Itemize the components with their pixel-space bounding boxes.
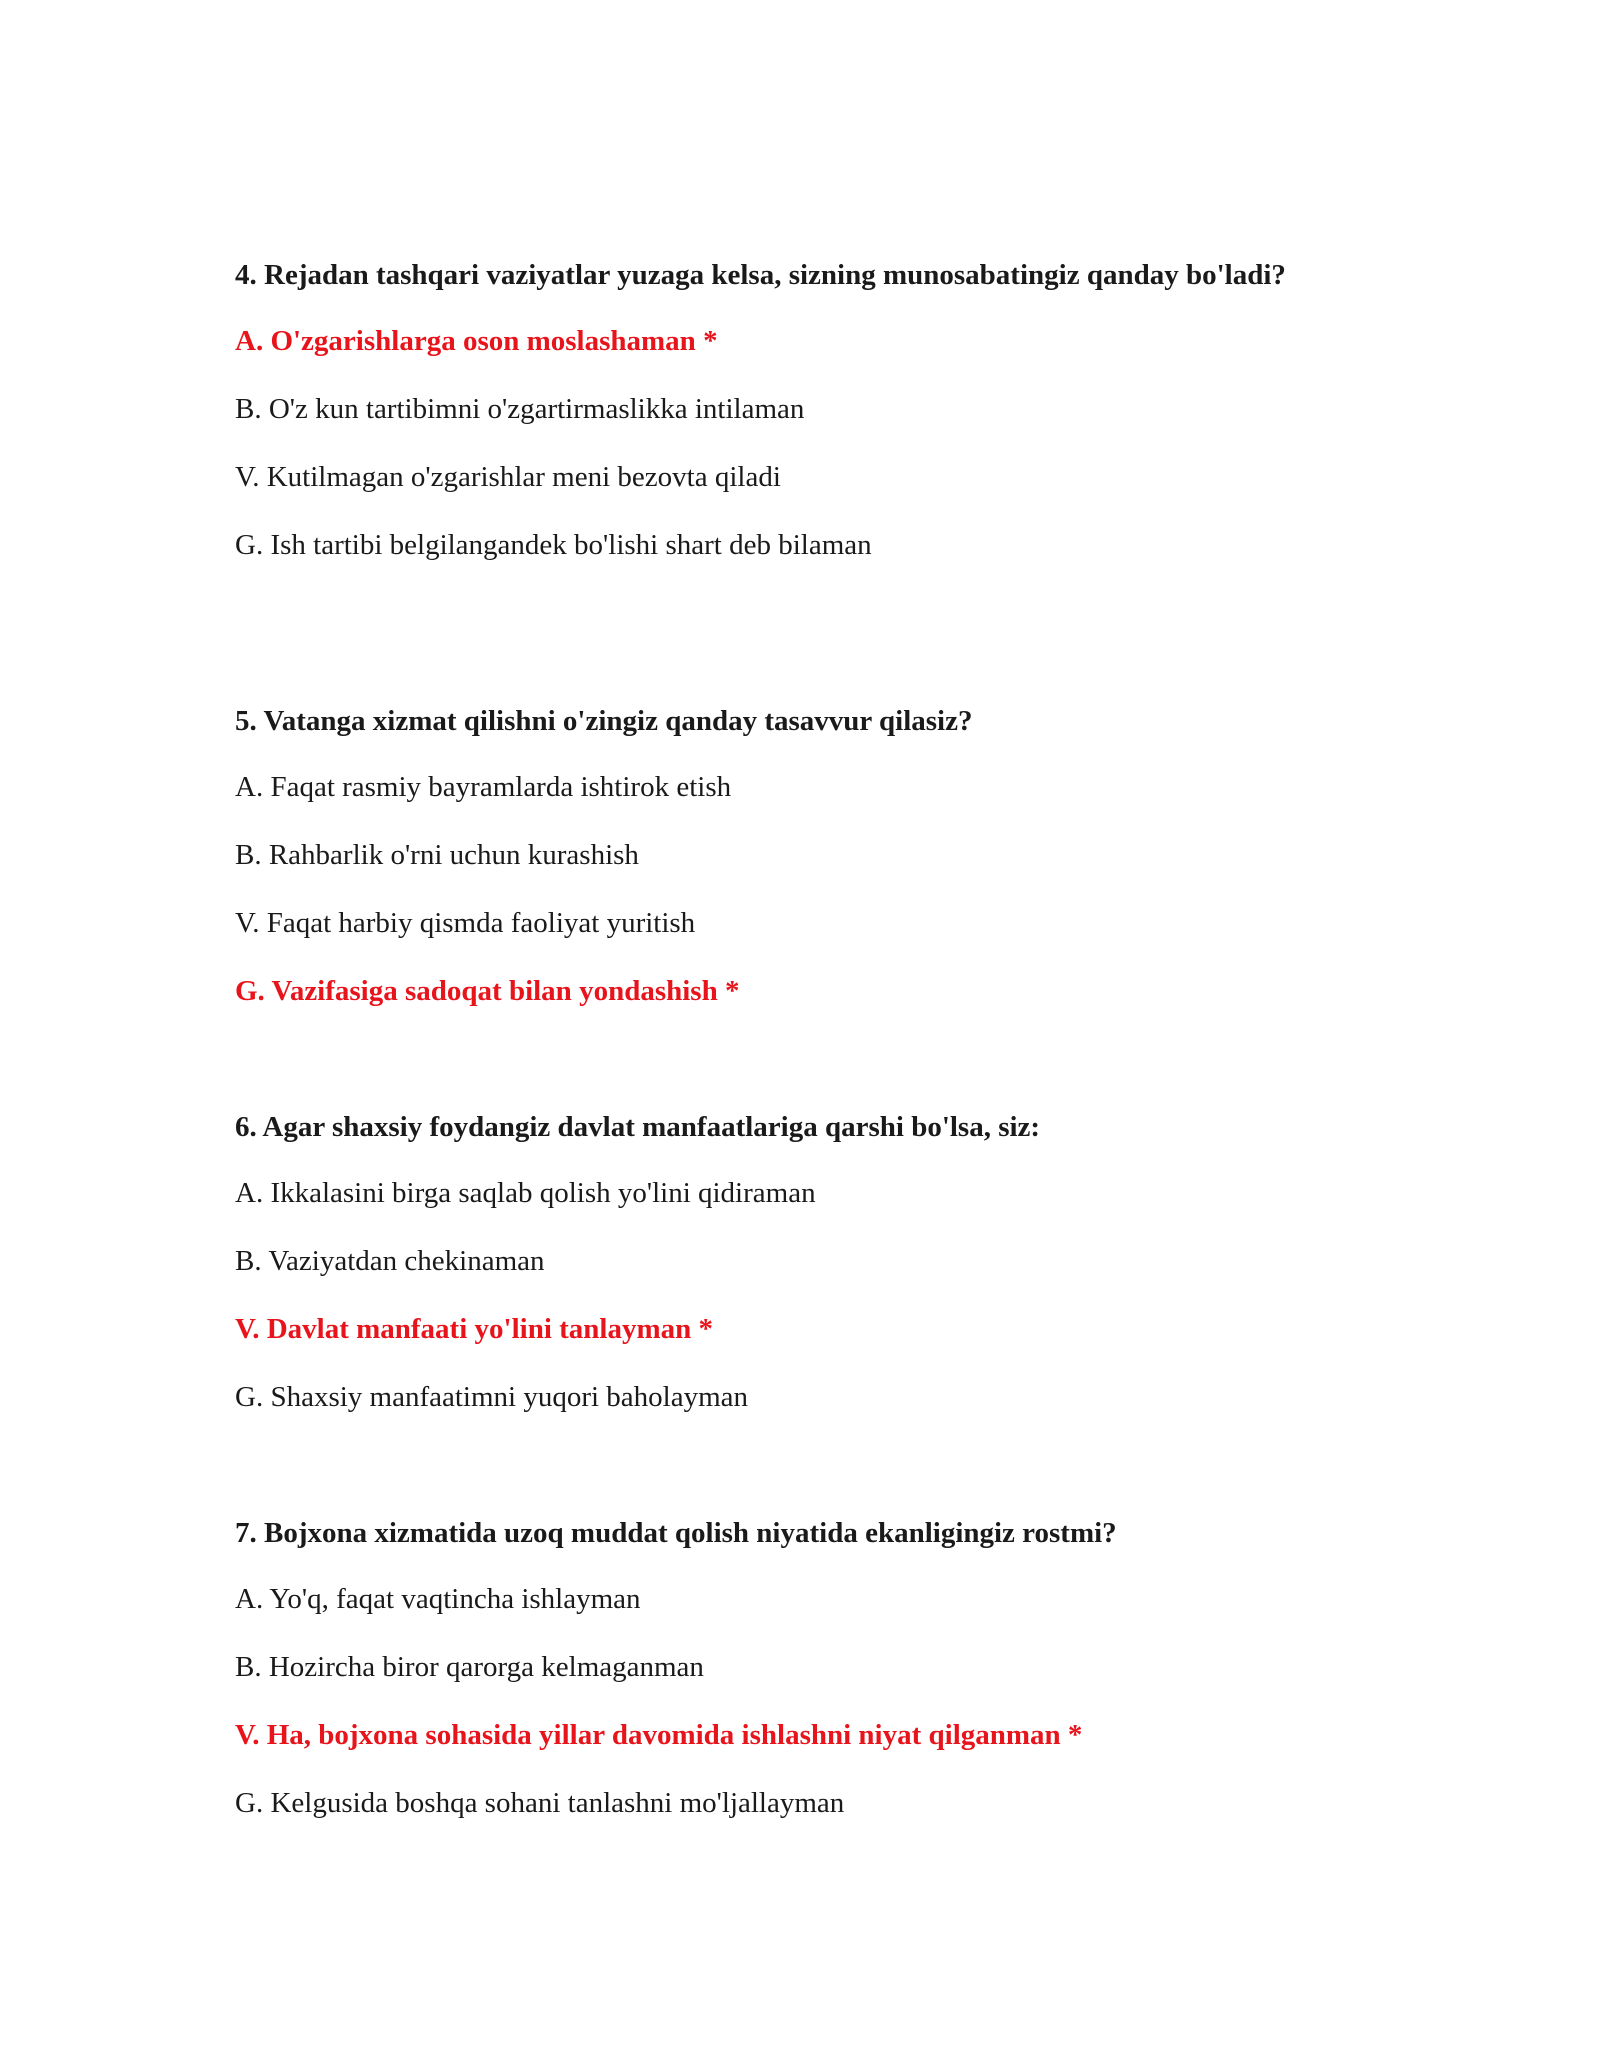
question-7-option-b: B. Hozircha biror qarorga kelmaganman bbox=[235, 1651, 704, 1683]
question-6-option-v: V. Davlat manfaati yo'lini tanlayman * bbox=[235, 1313, 714, 1345]
question-5-option-g: G. Vazifasiga sadoqat bilan yondashish * bbox=[235, 975, 740, 1007]
question-7 bbox=[235, 1513, 1365, 1851]
question-5-text: 5. Vatanga xizmat qilishni o'zingiz qanday tasavvur qilasiz? bbox=[235, 705, 973, 737]
question-6-option-a: A. Ikkalasini birga saqlab qolish yo'lini qidiraman bbox=[235, 1177, 816, 1209]
question-6-option-b: B. Vaziyatdan chekinaman bbox=[235, 1245, 545, 1277]
question-4-option-g: G. Ish tartibi belgilangandek bo'lishi shart deb bilaman bbox=[235, 529, 872, 561]
question-4-text: 4. Rejadan tashqari vaziyatlar yuzaga kelsa, sizning munosabatingiz qanday bo'ladi? bbox=[235, 259, 1286, 291]
question-5-option-b: B. Rahbarlik o'rni uchun kurashish bbox=[235, 839, 639, 871]
question-7-option-v: V. Ha, bojxona sohasida yillar davomida ishlashni niyat qilganman * bbox=[235, 1719, 1083, 1751]
question-7-text: 7. Bojxona xizmatida uzoq muddat qolish niyatida ekanligingiz rostmi? bbox=[235, 1517, 1117, 1549]
question-6 bbox=[235, 1107, 1365, 1445]
question-7-option-g: G. Kelgusida boshqa sohani tanlashni mo'ljallayman bbox=[235, 1787, 845, 1819]
question-5 bbox=[235, 701, 1365, 1039]
question-4-option-b: B. O'z kun tartibimni o'zgartirmaslikka intilaman bbox=[235, 393, 805, 425]
question-6-option-g: G. Shaxsiy manfaatimni yuqori baholayman bbox=[235, 1381, 749, 1413]
question-4 bbox=[235, 255, 1365, 593]
question-4-option-v: V. Kutilmagan o'zgarishlar meni bezovta qiladi bbox=[235, 461, 781, 493]
question-6-text: 6. Agar shaxsiy foydangiz davlat manfaatlariga qarshi bo'lsa, siz: bbox=[235, 1111, 1041, 1143]
question-5-option-v: V. Faqat harbiy qismda faoliyat yuritish bbox=[235, 907, 696, 939]
question-7-option-a: A. Yo'q, faqat vaqtincha ishlayman bbox=[235, 1583, 641, 1615]
question-4-option-a: A. O'zgarishlarga oson moslashaman * bbox=[235, 325, 718, 357]
question-5-option-a: A. Faqat rasmiy bayramlarda ishtirok etish bbox=[235, 771, 732, 803]
